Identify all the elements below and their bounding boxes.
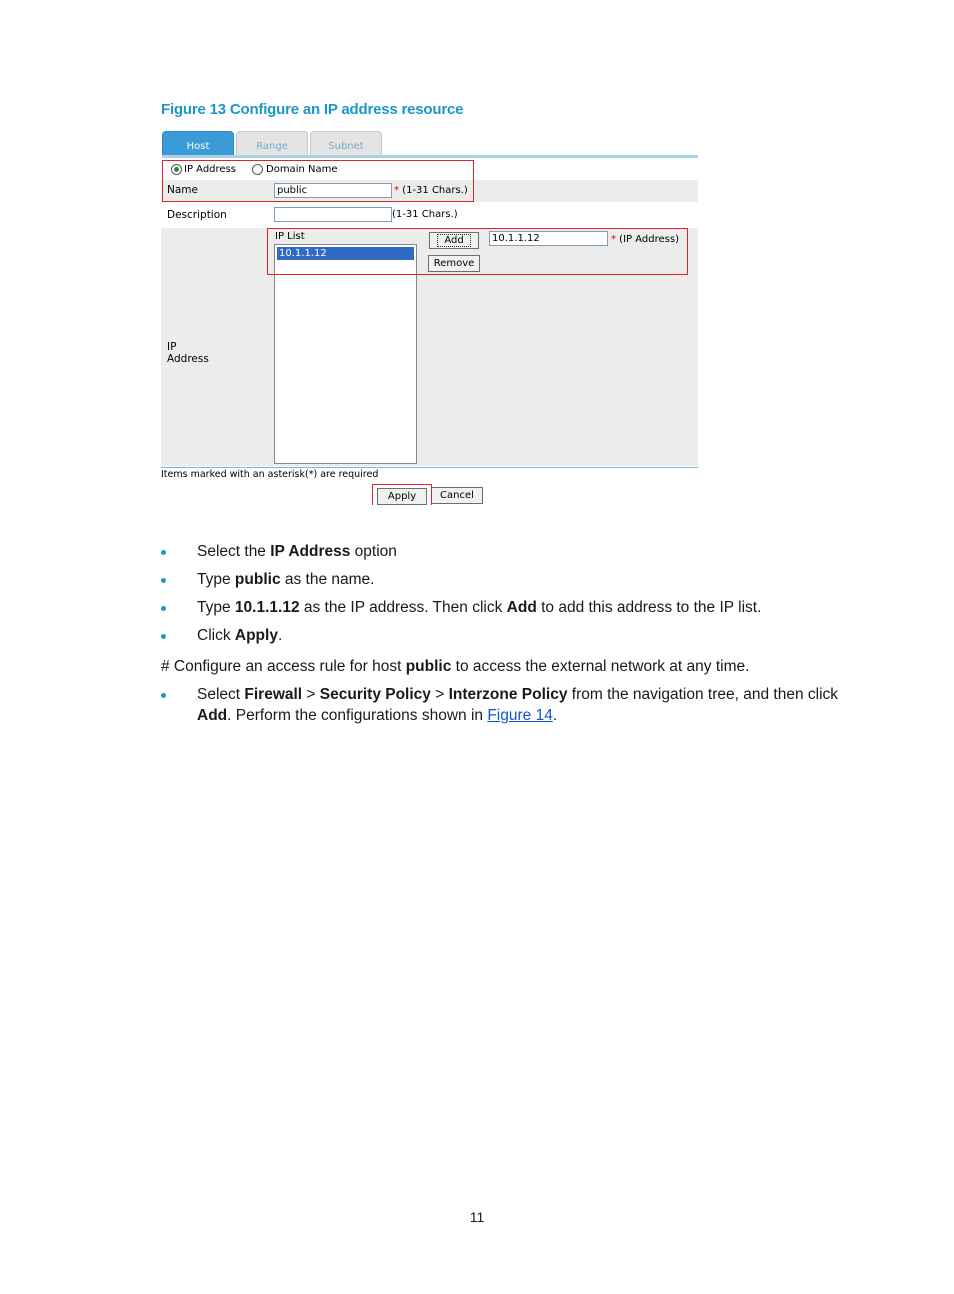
step5-pre: Select [197, 686, 245, 703]
name-hint: * (1-31 Chars.) [394, 185, 468, 196]
step1-post: option [350, 543, 397, 560]
page-number: 11 [469, 1209, 485, 1225]
configure-pre: # Configure an access rule for host [161, 658, 406, 675]
step5-line2-pre: . Perform the configurations shown in [227, 707, 488, 724]
domain-name-radio-label: Domain Name [266, 164, 338, 175]
name-input[interactable]: public [274, 183, 392, 198]
step3-bold1: 10.1.1.12 [234, 599, 300, 616]
figure-14-link[interactable]: Figure 14 [487, 707, 553, 724]
bullet-icon [161, 634, 166, 639]
step4-pre: Click [197, 627, 235, 644]
ip-list-label: IP List [275, 231, 305, 242]
step5-add: Add [197, 707, 228, 724]
step3-bold2: Add [506, 599, 537, 616]
step3-mid: as the IP address. Then click [299, 599, 507, 616]
step5-interzone-policy: Interzone Policy [448, 686, 568, 703]
figure-caption: Figure 13 Configure an IP address resource [161, 101, 464, 118]
bullet-icon [161, 693, 166, 698]
step-type-ip [161, 599, 881, 621]
required-note: Items marked with an asterisk(*) are required [161, 469, 379, 480]
step2-pre: Type [197, 571, 235, 588]
tab-host[interactable]: Host [162, 131, 234, 156]
add-button-label: Add [437, 234, 470, 247]
ip-address-input[interactable]: 10.1.1.12 [489, 231, 608, 246]
step1-bold: IP Address [270, 543, 351, 560]
description-label: Description [167, 209, 227, 221]
configure-post: to access the external network at any time. [451, 658, 750, 675]
bullet-icon [161, 606, 166, 611]
step5-security-policy: Security Policy [319, 686, 431, 703]
configure-line [161, 658, 749, 676]
name-label: Name [167, 184, 198, 196]
apply-button[interactable]: Apply [377, 488, 427, 505]
step2-post: as the name. [280, 571, 375, 588]
step-type-public [161, 571, 881, 593]
ip-hint: * (IP Address) [611, 234, 679, 245]
description-hint: (1-31 Chars.) [392, 209, 458, 220]
step2-bold: public [234, 571, 281, 588]
ip-address-label: IP Address [167, 341, 209, 365]
bullet-icon [161, 550, 166, 555]
step-click-apply [161, 627, 881, 649]
tab-subnet[interactable]: Subnet [310, 131, 382, 156]
ip-list-box[interactable] [274, 244, 417, 464]
tab-underline [162, 155, 698, 158]
form-bottom-line [161, 467, 698, 468]
highlight-ip-area [267, 228, 688, 275]
step-select-firewall [161, 686, 881, 730]
step5-sep1: > [302, 686, 320, 703]
step1-pre: Select the [197, 543, 271, 560]
step-select-ip-address [161, 543, 881, 565]
step5-firewall: Firewall [244, 686, 303, 703]
ip-address-radio-label: IP Address [184, 164, 236, 175]
step5-sep2: > [430, 686, 449, 703]
cancel-button[interactable]: Cancel [431, 487, 483, 504]
step3-pre: Type [197, 599, 235, 616]
step5-post: from the navigation tree, and then click [567, 686, 839, 703]
highlight-name-area [162, 160, 474, 202]
step3-post: to add this address to the IP list. [536, 599, 762, 616]
bullet-icon [161, 578, 166, 583]
description-input[interactable] [274, 207, 392, 222]
highlight-apply [372, 484, 432, 505]
ip-list-item-selected[interactable]: 10.1.1.12 [277, 247, 414, 260]
step5-line2-post: . [552, 707, 558, 724]
tab-range[interactable]: Range [236, 131, 308, 156]
step4-bold: Apply [234, 627, 278, 644]
step4-post: . [277, 627, 283, 644]
remove-button[interactable]: Remove [428, 255, 480, 272]
configure-bold: public [405, 658, 452, 675]
